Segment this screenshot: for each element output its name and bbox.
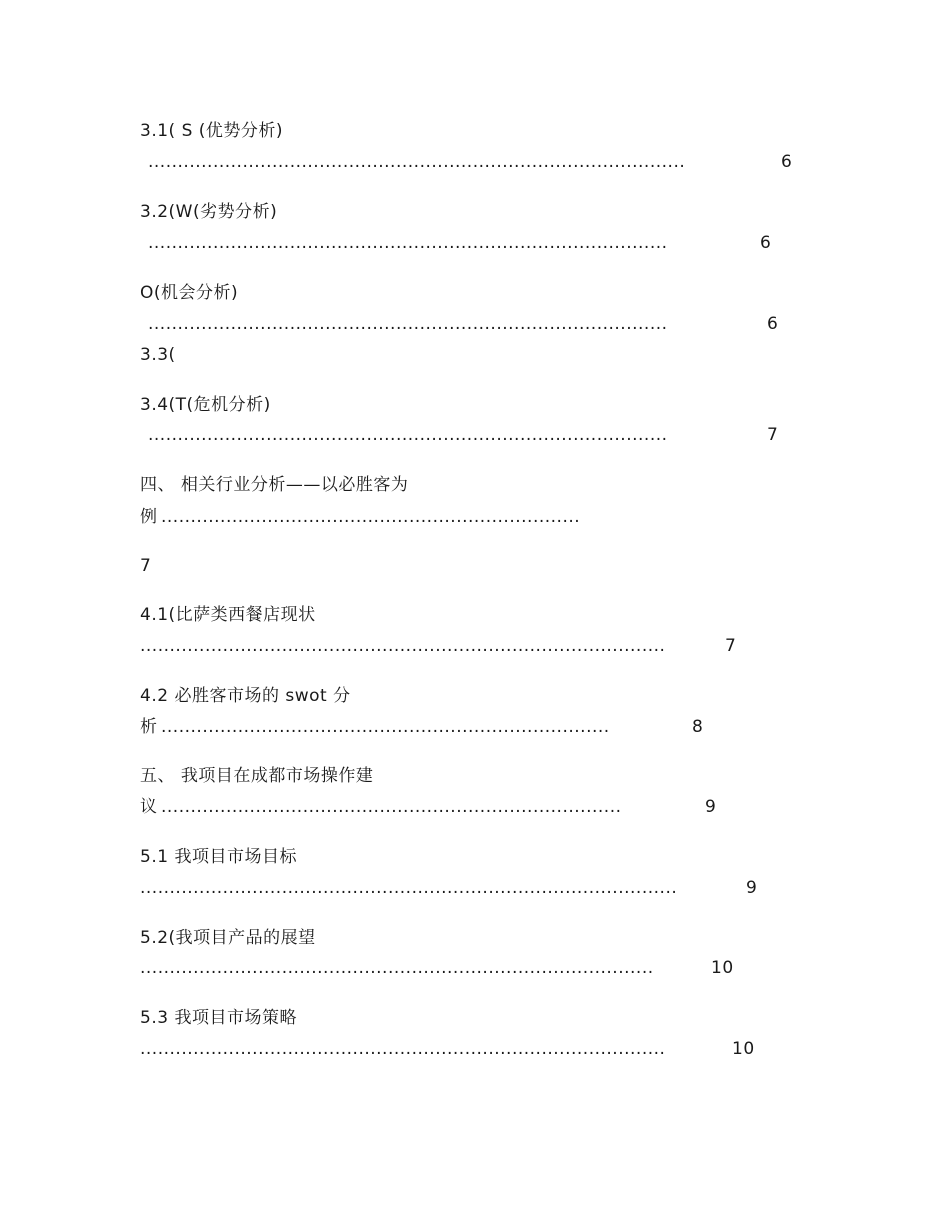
- toc-entry-leader: ..............................................................................: [161, 797, 622, 817]
- toc-section-title: 五、 我项目在成都市场操作建: [140, 766, 374, 786]
- toc-entry-title: O(机会分析): [140, 283, 239, 303]
- toc-entry-title-continued: 例: [140, 507, 158, 527]
- toc-entry-page: 9: [746, 878, 758, 898]
- toc-entry-page: 7: [140, 556, 152, 576]
- toc-entry-leader: ...........................................................................................: [148, 152, 686, 172]
- toc-entry-leader: ...........................................................................................: [140, 878, 678, 898]
- toc-entry-title: 5.3 我项目市场策略: [140, 1008, 297, 1028]
- toc-entry-title: 4.1(比萨类西餐店现状: [140, 605, 316, 625]
- toc-entry-leader: .........................................................................................: [140, 636, 666, 656]
- toc-entry-page: 10: [711, 958, 734, 978]
- toc-entry-page: 6: [760, 233, 772, 253]
- toc-entry-title: 5.2(我项目产品的展望: [140, 928, 316, 948]
- toc-entry-page: 9: [705, 797, 717, 817]
- toc-entry-page: 6: [767, 314, 779, 334]
- toc-entry-page: 7: [725, 636, 737, 656]
- toc-entry-title: 3.2(W(劣势分析): [140, 202, 278, 222]
- toc-entry-page: 10: [732, 1039, 755, 1059]
- toc-entry-title: 3.4(T(危机分析): [140, 395, 271, 415]
- toc-entry-page: 7: [767, 425, 779, 445]
- toc-entry-title: 3.3(: [140, 345, 176, 365]
- toc-entry-leader: .........................................................................................: [140, 1039, 666, 1059]
- toc-entry-leader: ............................................................................: [161, 717, 610, 737]
- toc-entry-page: 6: [781, 152, 793, 172]
- toc-entry-title-continued: 议: [140, 797, 158, 817]
- toc-entry-title-continued: 析: [140, 717, 158, 737]
- toc-section-title: 四、 相关行业分析——以必胜客为: [140, 475, 409, 495]
- toc-entry-leader: ........................................................................................: [148, 314, 668, 334]
- toc-entry-leader: ........................................................................................: [148, 425, 668, 445]
- toc-entry-title: 3.1( S (优势分析): [140, 121, 284, 141]
- toc-entry-leader: ........................................................................................: [148, 233, 668, 253]
- toc-entry-title: 4.2 必胜客市场的 swot 分: [140, 686, 351, 706]
- toc-entry-title: 5.1 我项目市场目标: [140, 847, 297, 867]
- toc-entry-leader: .......................................................................: [161, 507, 581, 527]
- toc-entry-page: 8: [692, 717, 704, 737]
- toc-entry-leader: .......................................................................................: [140, 958, 654, 978]
